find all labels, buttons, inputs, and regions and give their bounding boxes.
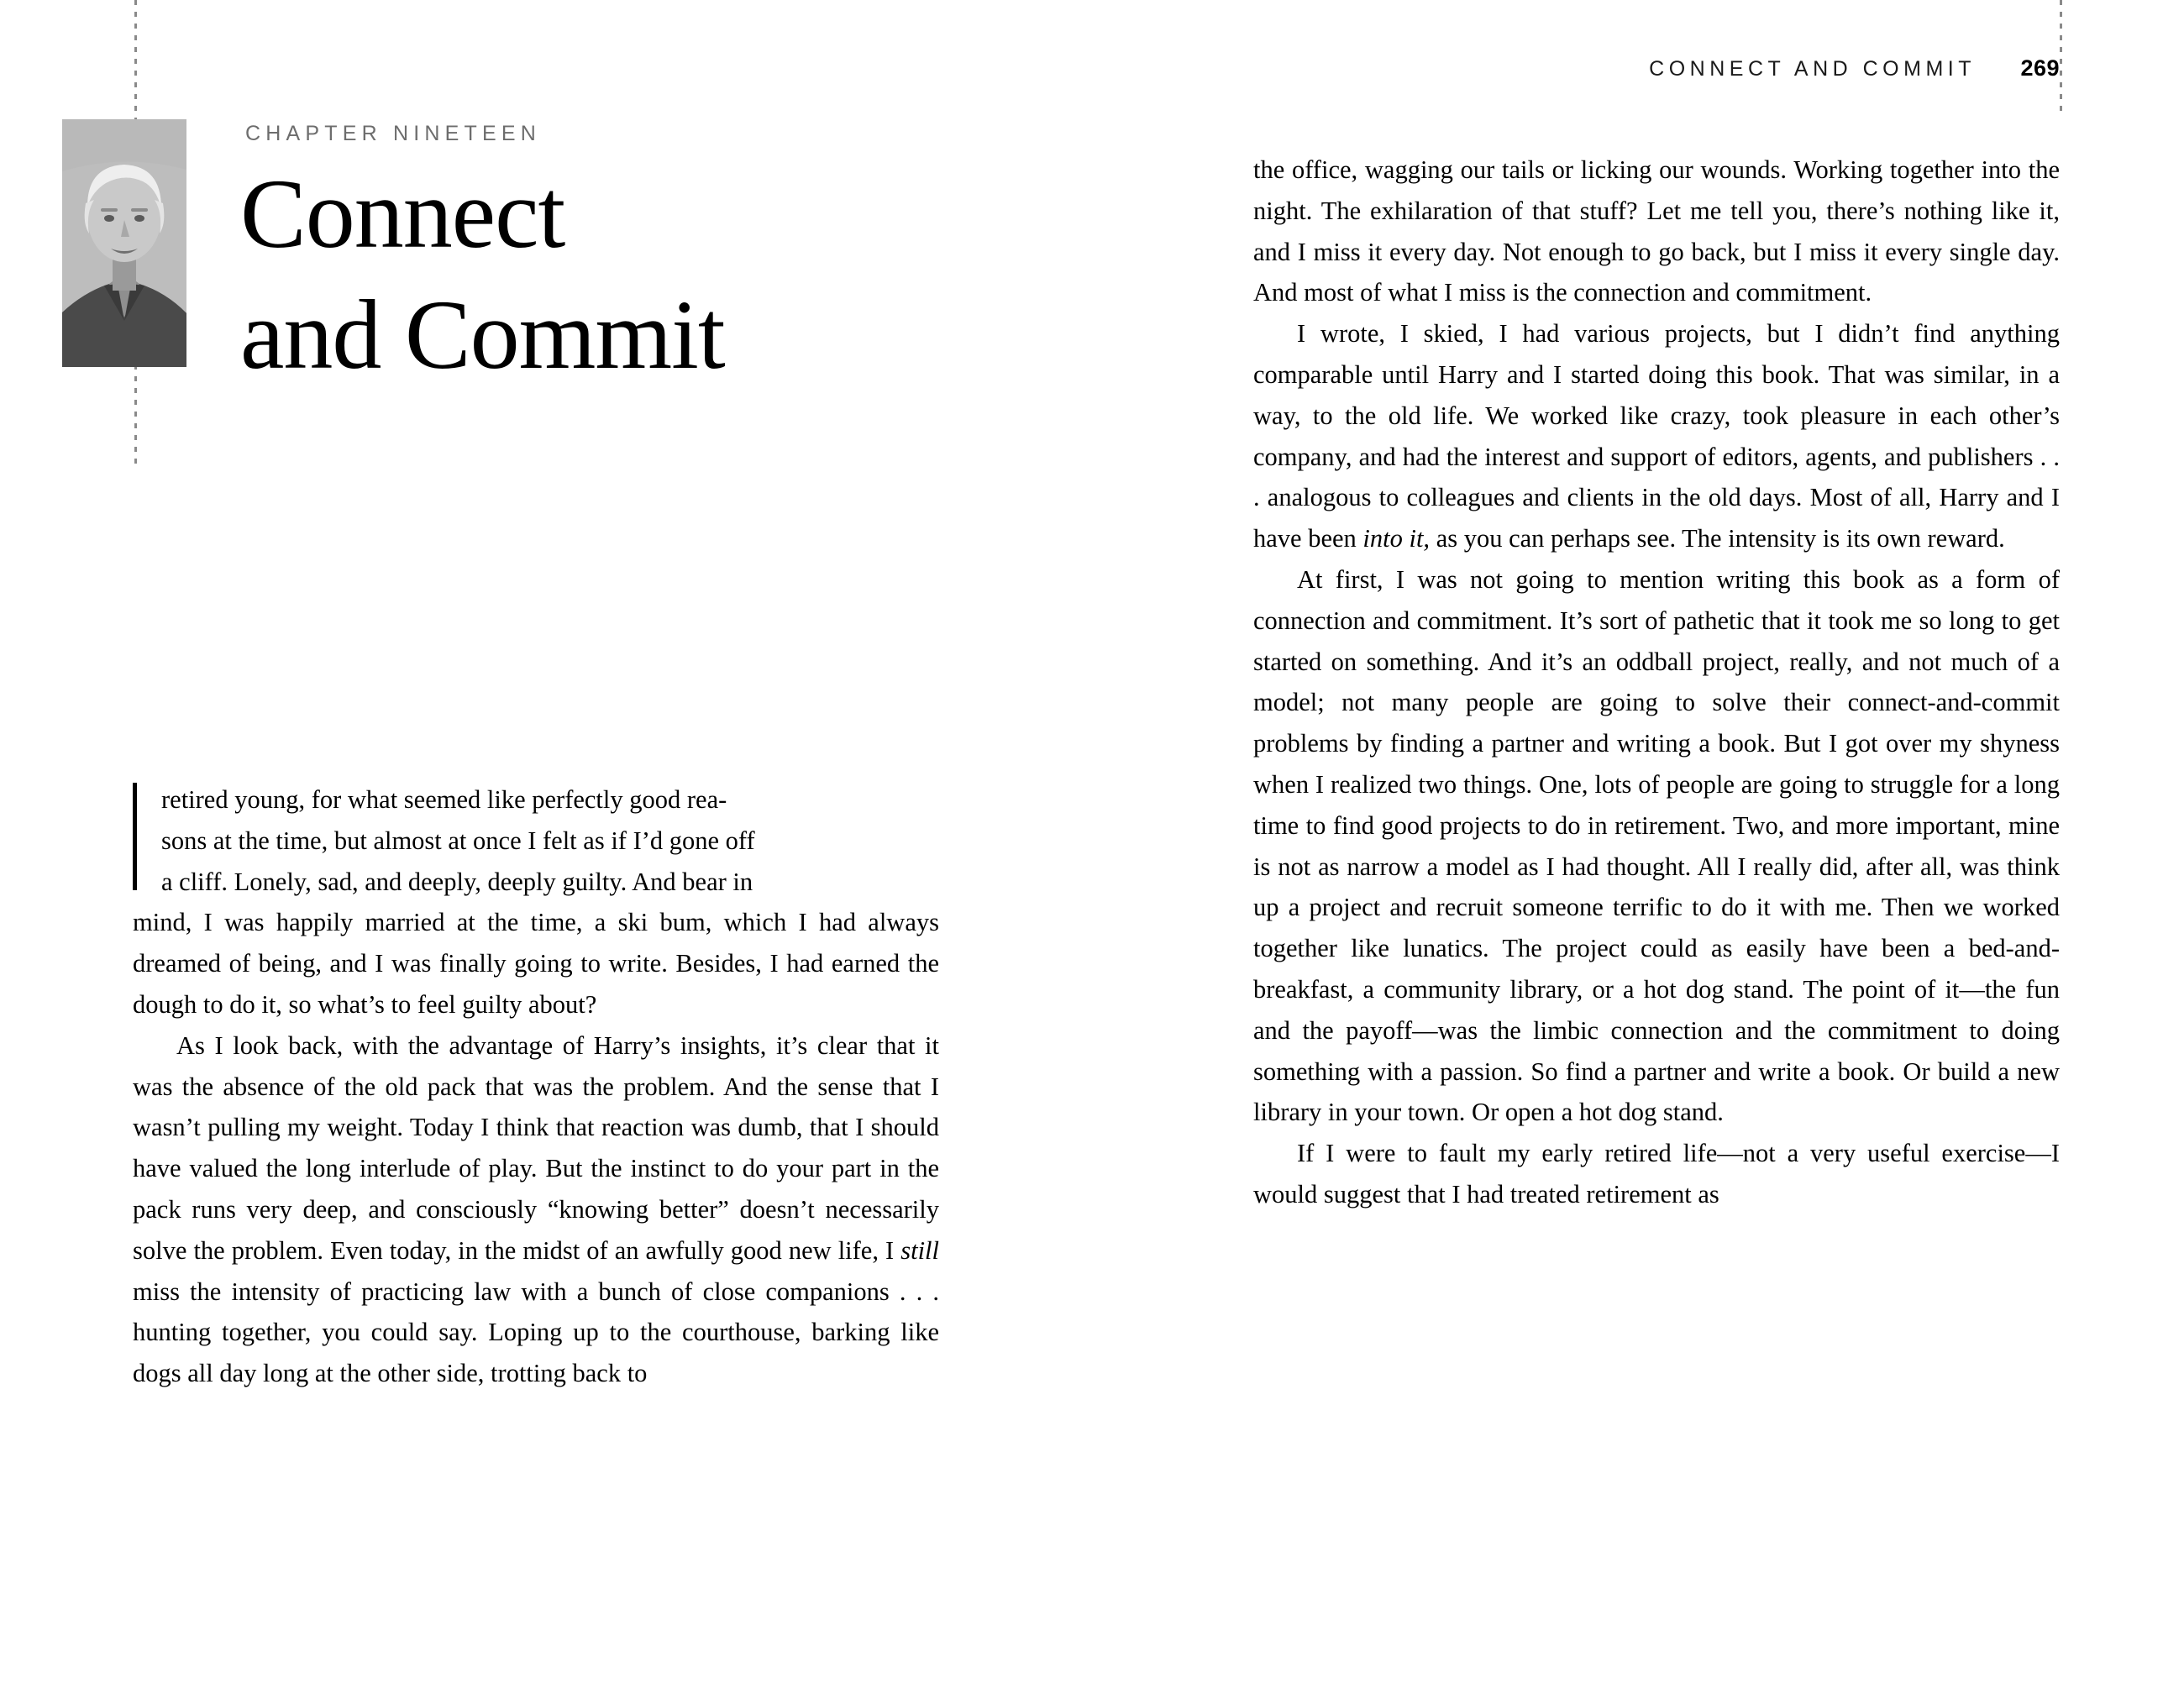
page-number: 269 [2020, 55, 2060, 81]
decorative-dotted-rule-right [2060, 0, 2062, 111]
opening-line-3: a cliff. Lonely, sad, and deeply, deeply guilty. And bear in [161, 867, 753, 896]
chapter-title-line-1: Connect [240, 159, 565, 269]
chapter-title-line-2: and Commit [240, 279, 725, 390]
right-paragraph-2-part-b: as you can perhaps see. The intensity is its own reward. [1430, 524, 2005, 553]
opening-line-2: sons at the time, but almost at once I felt as if I’d gone off [161, 826, 755, 855]
running-head-title: CONNECT AND COMMIT [1649, 57, 1976, 81]
right-paragraph-2-part-a: I wrote, I skied, I had various projects, but I didn’t find anything comparable until Harry and I started doing this book. That was similar, in a way, to the old life. We worked like crazy, took pleasure in each other’s company, and had the interest and support of editors, agents, and publishers . . . analogous to colleagues and clients in the old days. Most of all, Harry and I have been [1253, 319, 2060, 553]
right-paragraph-2 [1253, 313, 2060, 559]
body-text-column-left [133, 779, 939, 1394]
body-text-column-right [1253, 149, 2060, 1215]
author-portrait-illustration [62, 119, 186, 367]
opening-paragraph [133, 779, 939, 1025]
author-portrait-photo [62, 119, 186, 367]
right-paragraph-2-emphasis: into it, [1362, 524, 1431, 553]
left-paragraph-2 [133, 1025, 939, 1394]
right-paragraph-4: If I were to fault my early retired life—not a very useful exercise—I would suggest that I had treated retirement as [1253, 1139, 2060, 1209]
chapter-label: CHAPTER NINETEEN [245, 122, 542, 145]
right-paragraph-1: the office, wagging our tails or licking our wounds. Working together into the night. The exhilaration of that stuff? Let me tell you, there’s nothing like it, and I miss it every day. Not enough to go back, but I miss it every single day. And most of what I miss is the connection and commitment. [1253, 155, 2060, 307]
opening-remainder: mind, I was happily married at the time, a ski bum, which I had always dreamed of being, and I was finally going to write. Besides, I had earned the dough to do it, so what’s to feel guilty about? [133, 908, 939, 1019]
chapter-title [240, 154, 1164, 396]
left-paragraph-2-emphasis: still [900, 1235, 939, 1265]
drop-cap-initial-rule [133, 783, 137, 890]
left-paragraph-2-part-b: miss the intensity of practicing law with a bunch of close companions . . . hunting together, you could say. Loping up to the courthouse, barking like dogs all day long at the other side, trotting back to [133, 1277, 939, 1388]
right-paragraph-3: At first, I was not going to mention writing this book as a form of connection and commitment. It’s sort of pathetic that it took me so long to get started on something. And it’s an oddball project, really, and not much of a model; not many people are going to solve their connect-and-commit problems by finding a partner and writing a book. But I got over my shyness when I realized two things. One, lots of people are going to struggle for a long time to find good projects to do in retirement. Two, and more important, mine is not as narrow a model as I had thought. All I really did, after all, was think up a project and recruit someone terrific to do it with me. Then we worked together like lunatics. The project could as easily have been a bed-and-breakfast, a community library, or a hot dog stand. The point of it—the fun and the payoff—was the limbic connection and the commitment to doing something with a passion. So find a partner and write a book. Or build a new library in your town. Or open a hot dog stand. [1253, 564, 2060, 1127]
left-paragraph-2-part-a: As I look back, with the advantage of Harry’s insights, it’s clear that it was the absence of the old pack that was the problem. And the sense that I wasn’t pulling my weight. Today I think that reaction was dumb, that I should have valued the long interlude of play. But the instinct to do your part in the pack runs very deep, and consciously “knowing better” doesn’t necessarily solve the problem. Even today, in the midst of an awfully good new life, I [133, 1030, 939, 1265]
running-head [1649, 55, 2060, 81]
opening-line-1: retired young, for what seemed like perfectly good rea- [161, 785, 727, 814]
